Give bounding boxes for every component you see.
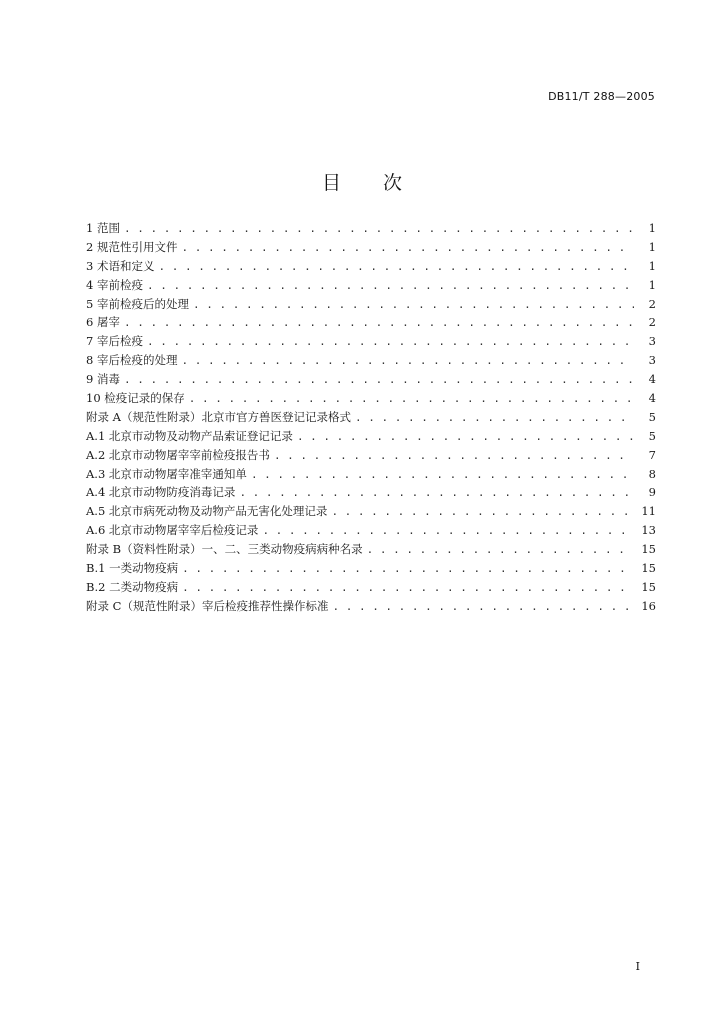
- toc-entry-label: 6 屠宰: [86, 315, 120, 330]
- toc-entry-page: 16: [641, 598, 656, 613]
- toc-entry[interactable]: [86, 238, 656, 257]
- toc-dot-leader: [251, 466, 634, 485]
- toc-entry-label: 8 宰后检疫的处理: [86, 353, 178, 368]
- toc-entry-label: 3 术语和定义: [86, 258, 155, 273]
- toc-entry[interactable]: [86, 370, 656, 389]
- toc-entry-page: 1: [648, 258, 656, 273]
- toc-dot-leader: [193, 296, 634, 315]
- toc-dot-leader: [124, 314, 634, 333]
- toc-entry[interactable]: [86, 351, 656, 370]
- toc-dot-leader: [355, 409, 634, 428]
- toc-entry[interactable]: [86, 521, 656, 540]
- toc-entry-page: 4: [648, 391, 656, 406]
- toc-entry-label: B.1 一类动物疫病: [86, 561, 179, 576]
- toc-entry[interactable]: [86, 502, 656, 521]
- toc-entry[interactable]: [86, 295, 656, 314]
- toc-dot-leader: [239, 484, 634, 503]
- toc-entry[interactable]: [86, 446, 656, 465]
- toc-entry[interactable]: [86, 257, 656, 276]
- toc-entry[interactable]: [86, 540, 656, 559]
- toc-dot-leader: [158, 258, 634, 277]
- toc-title: 目 次: [321, 172, 421, 194]
- standard-code: DB11/T 288—2005: [548, 90, 655, 103]
- toc-dot-leader: [189, 390, 634, 409]
- toc-entry-label: B.2 二类动物疫病: [86, 579, 179, 594]
- toc-entry-label: 附录 A（规范性附录）北京市官方兽医登记记录格式: [86, 409, 351, 424]
- toc-entry-label: 4 宰前检疫: [86, 277, 143, 292]
- toc-entry[interactable]: [86, 465, 656, 484]
- toc-entry-label: 9 消毒: [86, 372, 120, 387]
- toc-entry[interactable]: [86, 332, 656, 351]
- toc-entry[interactable]: [86, 276, 656, 295]
- toc-entry[interactable]: [86, 578, 656, 597]
- toc-entry-page: 15: [641, 579, 656, 594]
- toc-entry-label: 附录 B（资料性附录）一、二、三类动物疫病病种名录: [86, 542, 363, 557]
- toc-entry[interactable]: [86, 559, 656, 578]
- toc-dot-leader: [331, 503, 634, 522]
- toc-entry[interactable]: [86, 427, 656, 446]
- toc-entry-label: 附录 C（规范性附录）宰后检疫推荐性操作标准: [86, 598, 329, 613]
- toc-entry-page: 3: [648, 353, 656, 368]
- toc-entry-page: 1: [648, 277, 656, 292]
- toc-entry-page: 15: [641, 542, 656, 557]
- toc-entry[interactable]: [86, 597, 656, 616]
- toc-dot-leader: [124, 371, 634, 390]
- toc-entry-label: 10 检疫记录的保存: [86, 391, 185, 406]
- toc-entry[interactable]: [86, 313, 656, 332]
- toc-dot-leader: [182, 579, 634, 598]
- toc-entry-label: A.5 北京市病死动物及动物产品无害化处理记录: [86, 504, 328, 519]
- toc-dot-leader: [274, 447, 634, 466]
- toc-dot-leader: [332, 598, 634, 617]
- toc-entry-label: 7 宰后检疫: [86, 334, 143, 349]
- toc-entry-page: 2: [648, 296, 656, 311]
- toc-entry[interactable]: [86, 389, 656, 408]
- toc-entry-label: 1 范围: [86, 221, 120, 235]
- toc-entry-page: 1: [648, 239, 656, 254]
- toc-entry[interactable]: [86, 483, 656, 502]
- toc-entry-page: 3: [648, 334, 656, 349]
- toc-entry-page: 11: [641, 504, 656, 519]
- toc-dot-leader: [124, 220, 634, 239]
- toc-dot-leader: [147, 277, 634, 296]
- toc-entry-page: 7: [648, 447, 656, 462]
- toc-entry-page: 8: [648, 466, 656, 481]
- toc-entry-label: 5 宰前检疫后的处理: [86, 296, 189, 311]
- toc-entry[interactable]: [86, 408, 656, 427]
- toc-entry-label: A.6 北京市动物屠宰宰后检疫记录: [86, 523, 259, 538]
- toc-entry-label: A.1 北京市动物及动物产品索证登记记录: [86, 428, 293, 443]
- toc-entry-page: 4: [648, 372, 656, 387]
- toc-entry-label: A.4 北京市动物防疫消毒记录: [86, 485, 236, 500]
- toc-entry-page: 13: [641, 523, 656, 538]
- page-number: I: [635, 960, 640, 973]
- toc-entry-page: 1: [648, 221, 656, 235]
- toc-entry-page: 9: [648, 485, 656, 500]
- toc-entry-label: 2 规范性引用文件: [86, 239, 178, 254]
- toc-dot-leader: [181, 352, 634, 371]
- toc-entry-page: 5: [648, 409, 656, 424]
- toc-dot-leader: [147, 333, 634, 352]
- toc-dot-leader: [181, 239, 634, 258]
- toc-dot-leader: [297, 428, 634, 447]
- toc-dot-leader: [367, 541, 634, 560]
- toc-entry[interactable]: [86, 219, 656, 238]
- toc-entry-label: A.3 北京市动物屠宰准宰通知单: [86, 466, 247, 481]
- toc-entry-label: A.2 北京市动物屠宰宰前检疫报告书: [86, 447, 270, 462]
- toc-dot-leader: [182, 560, 634, 579]
- toc-entry-page: 2: [648, 315, 656, 330]
- table-of-contents: [86, 219, 656, 616]
- toc-dot-leader: [262, 522, 634, 541]
- toc-entry-page: 15: [641, 561, 656, 576]
- toc-entry-page: 5: [648, 428, 656, 443]
